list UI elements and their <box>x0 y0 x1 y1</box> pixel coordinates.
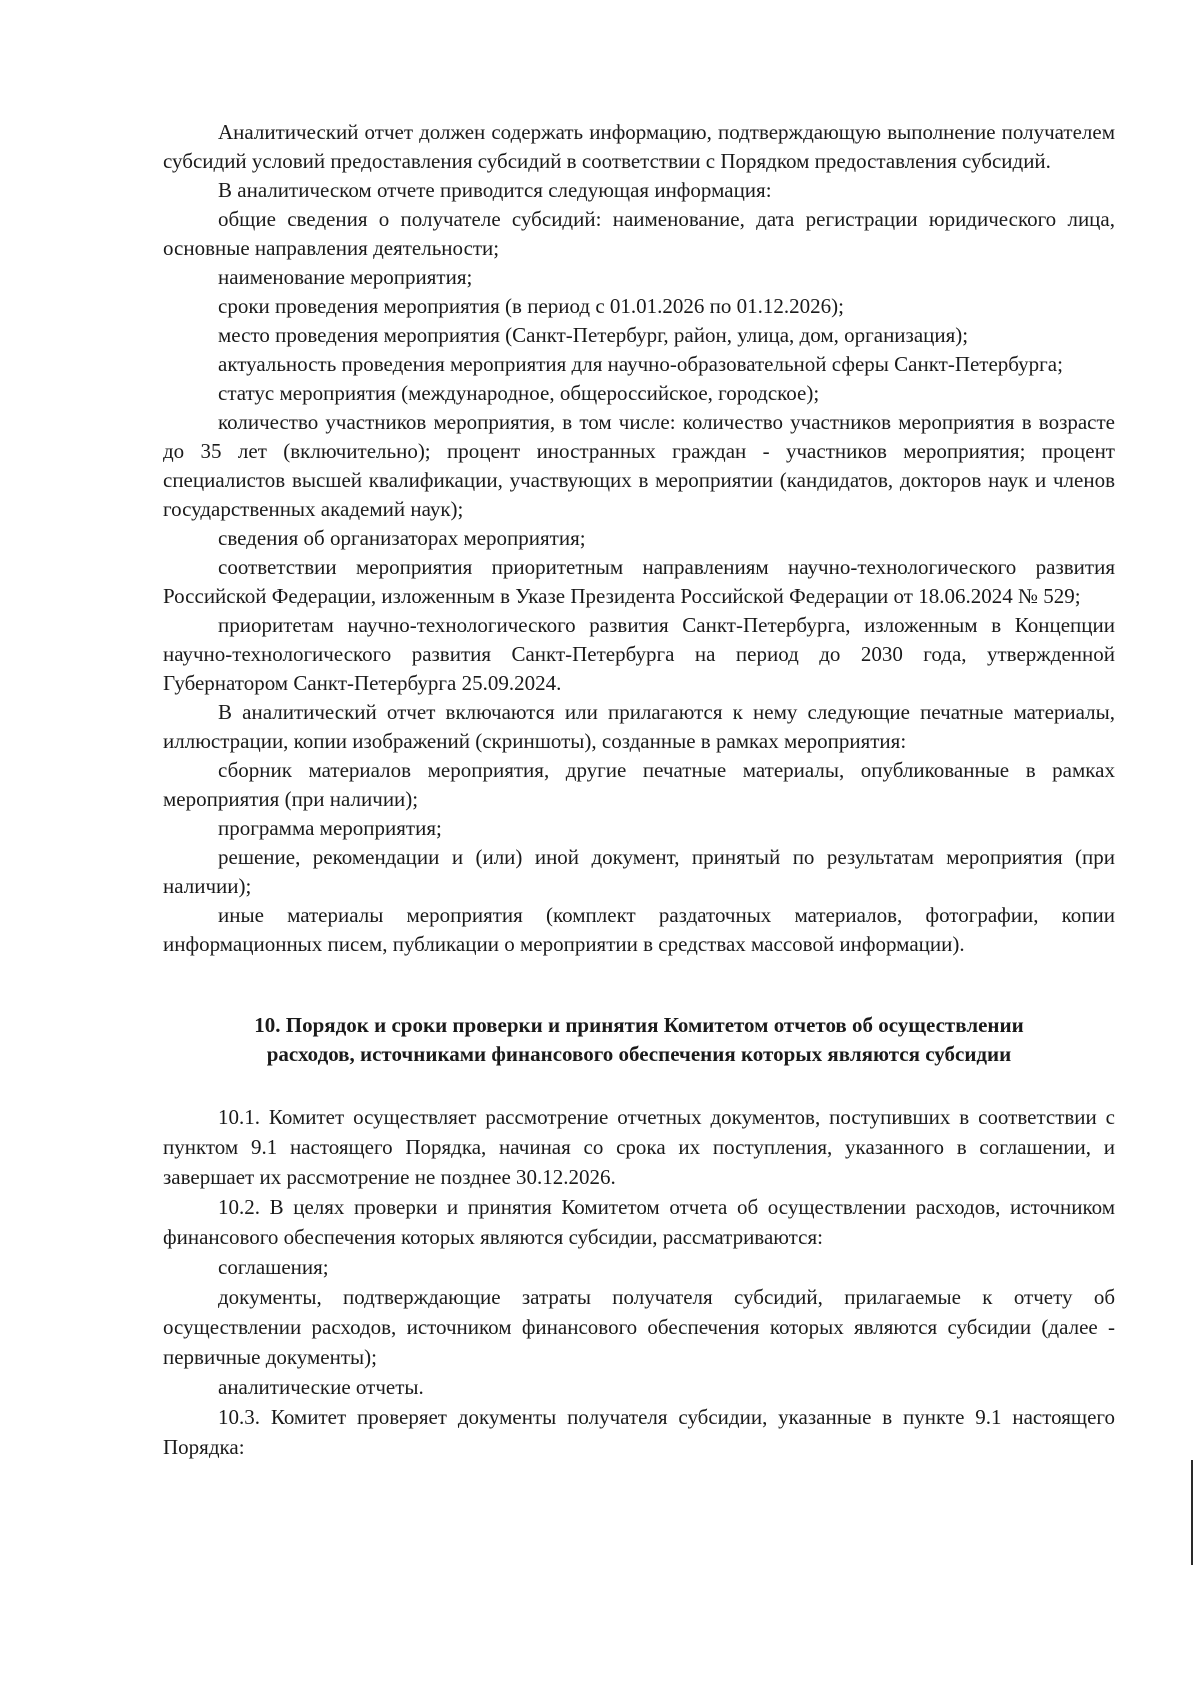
paragraph: сроки проведения мероприятия (в период с 01.01.2026 по 01.12.2026); <box>218 294 844 318</box>
paragraph: сборник материалов мероприятия, другие печатные материалы, опубликованные в рамках мероприятия (при наличии); <box>163 758 1115 811</box>
paragraph: 10.3. Комитет проверяет документы получателя субсидии, указанные в пункте 9.1 настоящего Порядка: <box>163 1405 1115 1459</box>
paragraph: документы, подтверждающие затраты получателя субсидий, прилагаемые к отчету об осуществлении расходов, источником финансового обеспечения которых являются субсидии (далее - первичные документы); <box>163 1285 1115 1369</box>
paragraph: 10.1. Комитет осуществляет рассмотрение отчетных документов, поступивших в соответствии с пунктом 9.1 настоящего Порядка, начиная со срока их поступления, указанного в соглашении, и завершает их рассмотрение не позднее 30.12.2026. <box>163 1105 1115 1189</box>
scan-edge-mark <box>1191 1460 1193 1565</box>
paragraph: сведения об организаторах мероприятия; <box>218 526 586 550</box>
paragraph: актуальность проведения мероприятия для научно-образовательной сферы Санкт-Петербурга; <box>218 352 1063 376</box>
paragraph: место проведения мероприятия (Санкт-Петербург, район, улица, дом, организация); <box>218 323 969 347</box>
paragraph: иные материалы мероприятия (комплект раздаточных материалов, фотографии, копии информационных писем, публикации о мероприятии в средствах массовой информации). <box>163 903 1115 956</box>
section-heading <box>163 1011 1115 1069</box>
spacer <box>163 1069 1115 1102</box>
paragraph: соглашения; <box>218 1255 329 1279</box>
paragraph: статус мероприятия (международное, общероссийское, городское); <box>218 381 820 405</box>
paragraph: количество участников мероприятия, в том числе: количество участников мероприятия в возрасте до 35 лет (включительно); процент иностранных граждан - участников мероприятия; процент специалистов высшей квалификации, участвующих в мероприятии (кандидатов, докторов наук и членов государственных академий наук); <box>163 410 1115 521</box>
paragraph: В аналитический отчет включаются или прилагаются к нему следующие печатные материалы, иллюстрации, копии изображений (скриншоты), созданные в рамках мероприятия: <box>163 700 1115 753</box>
paragraph: 10.2. В целях проверки и принятия Комитетом отчета об осуществлении расходов, источником финансового обеспечения которых являются субсидии, рассматриваются: <box>163 1195 1115 1249</box>
paragraph: Аналитический отчет должен содержать информацию, подтверждающую выполнение получателем субсидий условий предоставления субсидий в соответствии с Порядком предоставления субсидий. <box>163 120 1115 173</box>
spacer <box>163 959 1115 1011</box>
section-heading-line: 10. Порядок и сроки проверки и принятия Комитетом отчетов об осуществлении <box>254 1013 1024 1037</box>
document-body <box>163 118 1115 1462</box>
section-heading-line: расходов, источниками финансового обеспечения которых являются субсидии <box>266 1042 1012 1066</box>
paragraph: соответствии мероприятия приоритетным направлениям научно-технологического развития Российской Федерации, изложенным в Указе Президента Российской Федерации от 18.06.2024 № 529; <box>163 555 1115 608</box>
paragraph: наименование мероприятия; <box>218 265 473 289</box>
analytic-report-requirements <box>163 118 1115 959</box>
paragraph: общие сведения о получателе субсидий: наименование, дата регистрации юридического лица, основные направления деятельности; <box>163 207 1115 260</box>
paragraph: приоритетам научно-технологического развития Санкт-Петербурга, изложенным в Концепции научно-технологического развития Санкт-Петербурга на период до 2030 года, утвержденной Губернатором Санкт-Петербурга 25.09.2024. <box>163 613 1115 695</box>
paragraph: программа мероприятия; <box>218 816 442 840</box>
paragraph: В аналитическом отчете приводится следующая информация: <box>218 178 772 202</box>
paragraph: решение, рекомендации и (или) иной документ, принятый по результатам мероприятия (при наличии); <box>163 845 1115 898</box>
paragraph: аналитические отчеты. <box>218 1375 424 1399</box>
section-10-body <box>163 1102 1115 1462</box>
